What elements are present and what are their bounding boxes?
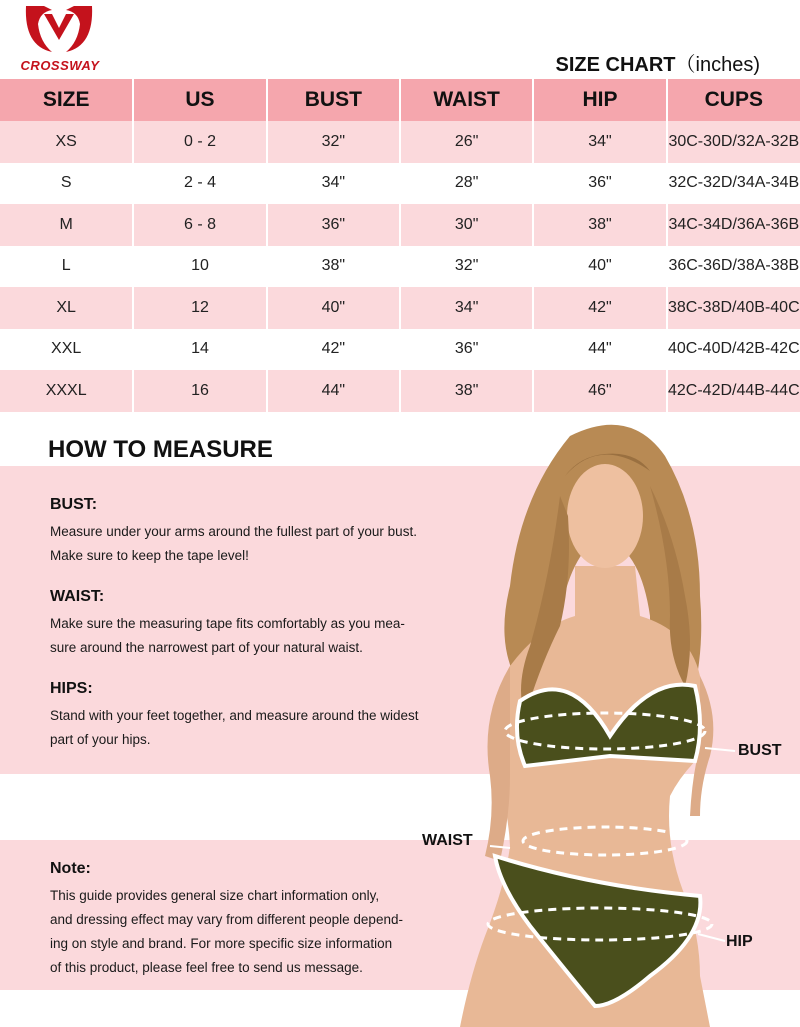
bust-line: Measure under your arms around the fullest part of your bust. <box>50 524 417 539</box>
cell-bust: 42" <box>267 329 400 371</box>
cell-waist: 26" <box>400 121 533 163</box>
col-header-bust: BUST <box>267 79 400 121</box>
note-line: ing on style and brand. For more specific size information <box>50 936 393 951</box>
cell-cups: 32C-32D/34A-34B <box>667 163 800 205</box>
table-row <box>0 370 800 412</box>
cell-bust: 36" <box>267 204 400 246</box>
bust-heading: BUST: <box>50 496 98 513</box>
cell-waist: 28" <box>400 163 533 205</box>
cell-bust: 44" <box>267 370 400 412</box>
size-chart-title <box>556 48 760 77</box>
cell-hip: 44" <box>533 329 666 371</box>
waist-line: sure around the narrowest part of your natural waist. <box>50 640 363 655</box>
cell-bust: 34" <box>267 163 400 205</box>
hips-line: Stand with your feet together, and measure around the widest <box>50 708 419 723</box>
cell-cups: 36C-36D/38A-38B <box>667 246 800 288</box>
cell-size: XL <box>0 287 133 329</box>
waist-label: WAIST <box>422 832 473 849</box>
hips-line: part of your hips. <box>50 732 151 747</box>
cell-hip: 40" <box>533 246 666 288</box>
size-table <box>0 79 800 412</box>
cell-bust: 40" <box>267 287 400 329</box>
crossway-logo-icon <box>22 2 96 58</box>
table-row <box>0 121 800 163</box>
cell-us: 6 - 8 <box>133 204 266 246</box>
cell-bust: 32" <box>267 121 400 163</box>
cell-hip: 36" <box>533 163 666 205</box>
waist-line: Make sure the measuring tape fits comfortably as you mea- <box>50 616 405 631</box>
note-heading: Note: <box>50 860 91 877</box>
waist-heading: WAIST: <box>50 588 105 605</box>
note-line: and dressing effect may vary from different people depend- <box>50 912 403 927</box>
note-line: of this product, please feel free to send us message. <box>50 960 363 975</box>
cell-hip: 38" <box>533 204 666 246</box>
cell-us: 10 <box>133 246 266 288</box>
col-header-cups: CUPS <box>667 79 800 121</box>
cell-us: 0 - 2 <box>133 121 266 163</box>
hips-heading: HIPS: <box>50 680 93 697</box>
col-header-waist: WAIST <box>400 79 533 121</box>
cell-size: M <box>0 204 133 246</box>
col-header-hip: HIP <box>533 79 666 121</box>
table-row <box>0 204 800 246</box>
cell-size: S <box>0 163 133 205</box>
cell-cups: 34C-34D/36A-36B <box>667 204 800 246</box>
col-header-size: SIZE <box>0 79 133 121</box>
cell-cups: 30C-30D/32A-32B <box>667 121 800 163</box>
cell-waist: 30" <box>400 204 533 246</box>
how-to-measure-title: HOW TO MEASURE <box>48 436 273 463</box>
cell-size: XXXL <box>0 370 133 412</box>
col-header-us: US <box>133 79 266 121</box>
bust-label: BUST <box>738 742 782 759</box>
cell-waist: 36" <box>400 329 533 371</box>
cell-waist: 34" <box>400 287 533 329</box>
cell-cups: 40C-40D/42B-42C <box>667 329 800 371</box>
cell-us: 2 - 4 <box>133 163 266 205</box>
cell-bust: 38" <box>267 246 400 288</box>
cell-hip: 34" <box>533 121 666 163</box>
cell-waist: 32" <box>400 246 533 288</box>
table-header-row <box>0 79 800 121</box>
cell-hip: 42" <box>533 287 666 329</box>
size-chart-title-unit: （inches) <box>675 54 760 76</box>
cell-size: XXL <box>0 329 133 371</box>
cell-us: 16 <box>133 370 266 412</box>
brand-name: CROSSWAY <box>20 58 100 73</box>
table-row <box>0 287 800 329</box>
bust-line: Make sure to keep the tape level! <box>50 548 249 563</box>
cell-us: 12 <box>133 287 266 329</box>
brand-logo <box>8 2 108 78</box>
cell-size: L <box>0 246 133 288</box>
cell-cups: 42C-42D/44B-44C <box>667 370 800 412</box>
cell-cups: 38C-38D/40B-40C <box>667 287 800 329</box>
hip-label: HIP <box>726 933 753 950</box>
cell-hip: 46" <box>533 370 666 412</box>
note-line: This guide provides general size chart information only, <box>50 888 380 903</box>
table-row <box>0 246 800 288</box>
cell-us: 14 <box>133 329 266 371</box>
size-chart-title-main: SIZE CHART <box>555 54 676 76</box>
cell-waist: 38" <box>400 370 533 412</box>
cell-size: XS <box>0 121 133 163</box>
table-row <box>0 329 800 371</box>
table-row <box>0 163 800 205</box>
